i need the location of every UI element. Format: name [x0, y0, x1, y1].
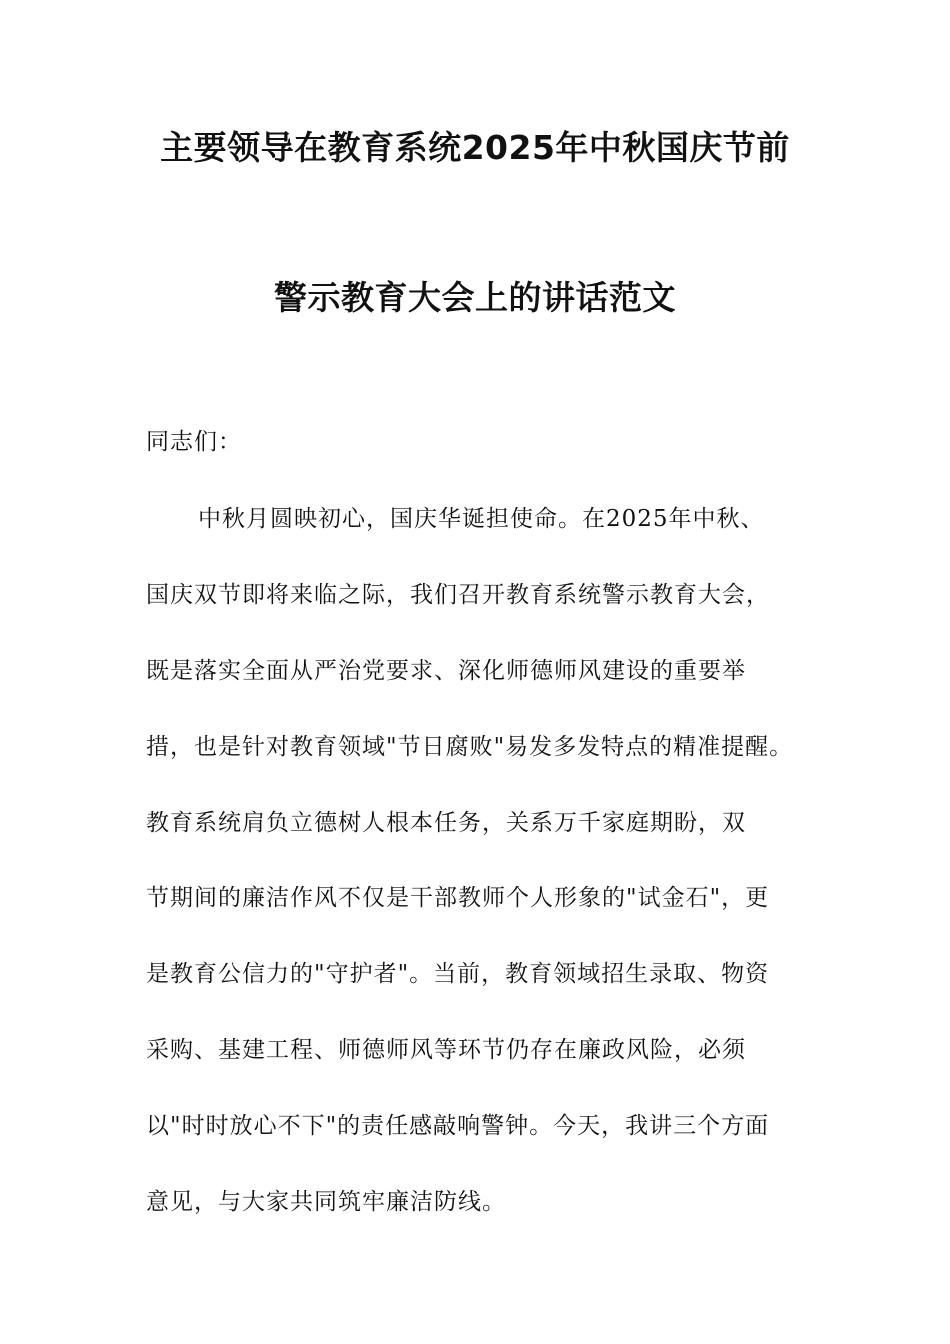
paragraph-line: 教育系统肩负立德树人根本任务，关系万千家庭期盼，双	[146, 810, 746, 836]
paragraph-line: 节期间的廉洁作风不仅是干部教师个人形象的"试金石"，更	[146, 885, 770, 911]
paragraph-line: 国庆双节即将来临之际，我们召开教育系统警示教育大会，	[146, 582, 770, 608]
paragraph-line: 措，也是针对教育领域"节日腐败"易发多发特点的精准提醒。	[146, 734, 794, 760]
salutation: 同志们：	[146, 429, 242, 455]
paragraph-line: 采购、基建工程、师德师风等环节仍存在廉政风险，必须	[146, 1037, 746, 1063]
paragraph-line: 意见，与大家共同筑牢廉洁防线。	[146, 1189, 506, 1215]
paragraph-line: 既是落实全面从严治党要求、深化师德师风建设的重要举	[146, 658, 746, 684]
document-title-line-2: 警示教育大会上的讲话范文	[274, 278, 676, 317]
paragraph-line: 中秋月圆映初心，国庆华诞担使命。在2025年中秋、	[198, 506, 765, 532]
document-title-line-1: 主要领导在教育系统2025年中秋国庆节前	[160, 128, 790, 167]
paragraph-line: 是教育公信力的"守护者"。当前，教育领域招生录取、物资	[146, 961, 770, 987]
paragraph-line: 以"时时放心不下"的责任感敲响警钟。今天，我讲三个方面	[146, 1113, 770, 1139]
